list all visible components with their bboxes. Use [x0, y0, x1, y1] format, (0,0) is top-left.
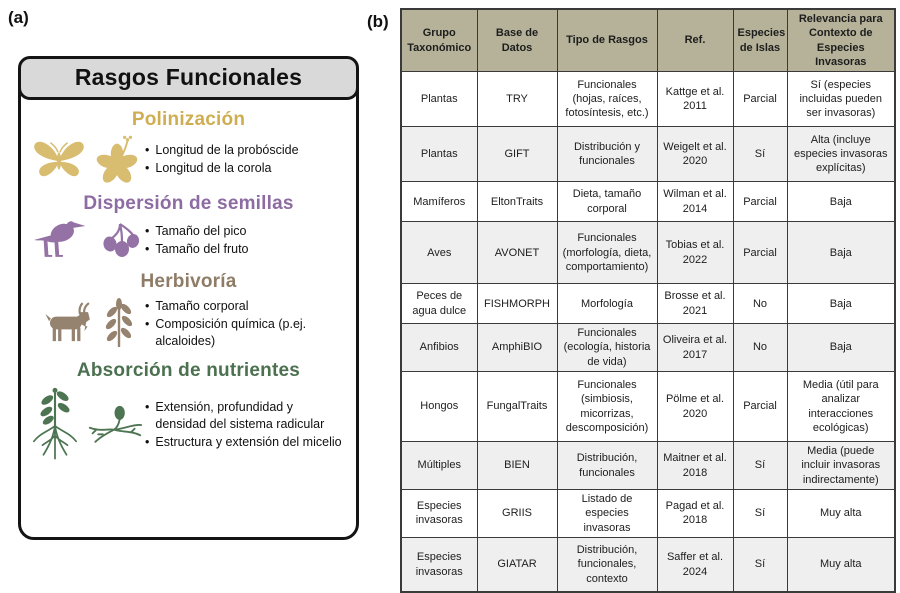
table-cell: EltonTraits: [477, 182, 557, 222]
table-cell: AmphiBIO: [477, 324, 557, 372]
table-cell: Plantas: [401, 72, 477, 127]
berries-icon: [99, 221, 141, 259]
table-cell: Baja: [787, 182, 895, 222]
table-cell: Pölme et al. 2020: [657, 372, 733, 442]
table-cell: Tobias et al. 2022: [657, 222, 733, 284]
table-cell: Parcial: [733, 372, 787, 442]
table-cell: Oliveira et al. 2017: [657, 324, 733, 372]
table-cell: Sí: [733, 127, 787, 182]
table-cell: Funcionales (hojas, raíces, fotosíntesis, etc.): [557, 72, 657, 127]
column-header: Relevancia para Contexto de Especies Invasoras: [787, 9, 895, 72]
table-cell: Peces de agua dulce: [401, 284, 477, 324]
table-cell: Listado de especies invasoras: [557, 489, 657, 537]
panel-b-label: (b): [367, 12, 389, 31]
table-cell: Múltiples: [401, 442, 477, 490]
mycelium-icon: [87, 404, 143, 446]
column-header: Especies de Islas: [733, 9, 787, 72]
panel-a-label: (a): [8, 8, 29, 27]
goat-icon: [40, 300, 98, 346]
table-cell: No: [733, 284, 787, 324]
table-cell: Sí: [733, 442, 787, 490]
trait-list: [145, 140, 344, 179]
traits-table-header-row: [401, 9, 895, 72]
trait-bullet: • Tamaño del pico: [145, 223, 344, 239]
databases-table: [400, 8, 896, 593]
traits-table-body: [401, 72, 895, 593]
table-cell: Muy alta: [787, 489, 895, 537]
table-cell: Muy alta: [787, 537, 895, 592]
functional-traits-card: [18, 56, 359, 540]
table-cell: Media (puede incluir invasoras indirectamente): [787, 442, 895, 490]
table-cell: Aves: [401, 222, 477, 284]
trait-list: [145, 397, 344, 452]
section-icons: [27, 385, 145, 465]
table-cell: Baja: [787, 284, 895, 324]
table-cell: GIATAR: [477, 537, 557, 592]
table-cell: Funcionales (ecología, historia de vida): [557, 324, 657, 372]
table-cell: No: [733, 324, 787, 372]
table-row: [401, 324, 895, 372]
table-cell: Brosse et al. 2021: [657, 284, 733, 324]
bird-icon: [32, 218, 92, 262]
table-cell: Kattge et al. 2011: [657, 72, 733, 127]
table-cell: Alta (incluye especies invasoras explícitas): [787, 127, 895, 182]
section-seed-dispersal: [21, 193, 356, 262]
section-icons: [27, 134, 145, 184]
trait-bullet: • Tamaño corporal: [145, 298, 344, 314]
table-row: [401, 284, 895, 324]
table-row: [401, 222, 895, 284]
table-row: [401, 182, 895, 222]
table-cell: Distribución, funcionales, contexto: [557, 537, 657, 592]
table-cell: Parcial: [733, 182, 787, 222]
table-row: [401, 372, 895, 442]
table-cell: Maitner et al. 2018: [657, 442, 733, 490]
table-cell: Funcionales (simbiosis, micorrizas, descomposición): [557, 372, 657, 442]
table-cell: FungalTraits: [477, 372, 557, 442]
trait-bullet: • Extensión, profundidad y densidad del sistema radicular: [145, 399, 344, 432]
table-cell: Sí: [733, 537, 787, 592]
trait-bullet: • Composición química (p.ej. alcaloides): [145, 316, 344, 349]
section-title: Dispersión de semillas: [83, 193, 294, 214]
butterfly-icon: [32, 138, 86, 180]
trait-bullet: • Longitud de la corola: [145, 160, 344, 176]
table-cell: Especies invasoras: [401, 489, 477, 537]
table-cell: Baja: [787, 324, 895, 372]
section-herbivory: [21, 271, 356, 351]
table-cell: Distribución y funcionales: [557, 127, 657, 182]
section-icons: [27, 297, 145, 349]
table-row: [401, 442, 895, 490]
table-cell: GRIIS: [477, 489, 557, 537]
table-cell: Parcial: [733, 222, 787, 284]
table-cell: Dieta, tamaño corporal: [557, 182, 657, 222]
table-cell: Media (útil para analizar interacciones ecológicas): [787, 372, 895, 442]
table-cell: Plantas: [401, 127, 477, 182]
table-row: [401, 489, 895, 537]
column-header: Grupo Taxonómico: [401, 9, 477, 72]
table-cell: FISHMORPH: [477, 284, 557, 324]
table-cell: Weigelt et al. 2020: [657, 127, 733, 182]
table-cell: Especies invasoras: [401, 537, 477, 592]
table-cell: Saffer et al. 2024: [657, 537, 733, 592]
table-cell: Morfología: [557, 284, 657, 324]
trait-bullet: • Longitud de la probóscide: [145, 142, 344, 158]
table-cell: Anfibios: [401, 324, 477, 372]
table-cell: AVONET: [477, 222, 557, 284]
table-cell: Parcial: [733, 72, 787, 127]
table-cell: Wilman et al. 2014: [657, 182, 733, 222]
section-nutrient-absorption: [21, 360, 356, 465]
table-cell: Pagad et al. 2018: [657, 489, 733, 537]
table-row: [401, 127, 895, 182]
table-cell: Sí (especies incluidas pueden ser invasoras): [787, 72, 895, 127]
section-pollination: [21, 109, 356, 184]
section-icons: [27, 218, 145, 262]
card-title: Rasgos Funcionales: [18, 56, 359, 100]
table-cell: Funcionales (morfología, dieta, comportamiento): [557, 222, 657, 284]
column-header: Tipo de Rasgos: [557, 9, 657, 72]
trait-list: [145, 296, 344, 351]
table-cell: Baja: [787, 222, 895, 284]
table-cell: TRY: [477, 72, 557, 127]
hibiscus-flower-icon: [93, 134, 141, 184]
branch-icon: [105, 297, 133, 349]
section-title: Absorción de nutrientes: [76, 359, 301, 381]
column-header: Base de Datos: [477, 9, 557, 72]
table-row: [401, 72, 895, 127]
table-row: [401, 537, 895, 592]
table-cell: Distribución, funcionales: [557, 442, 657, 490]
table-cell: Hongos: [401, 372, 477, 442]
section-title: Polinización: [131, 109, 246, 130]
table-cell: GIFT: [477, 127, 557, 182]
section-title: Herbivoría: [140, 271, 237, 292]
trait-list: [145, 221, 344, 260]
plant-roots-icon: [30, 385, 80, 465]
trait-bullet: • Estructura y extensión del micelio: [145, 434, 344, 450]
trait-bullet: • Tamaño del fruto: [145, 241, 344, 257]
table-cell: Mamíferos: [401, 182, 477, 222]
table-cell: BIEN: [477, 442, 557, 490]
column-header: Ref.: [657, 9, 733, 72]
table-cell: Sí: [733, 489, 787, 537]
